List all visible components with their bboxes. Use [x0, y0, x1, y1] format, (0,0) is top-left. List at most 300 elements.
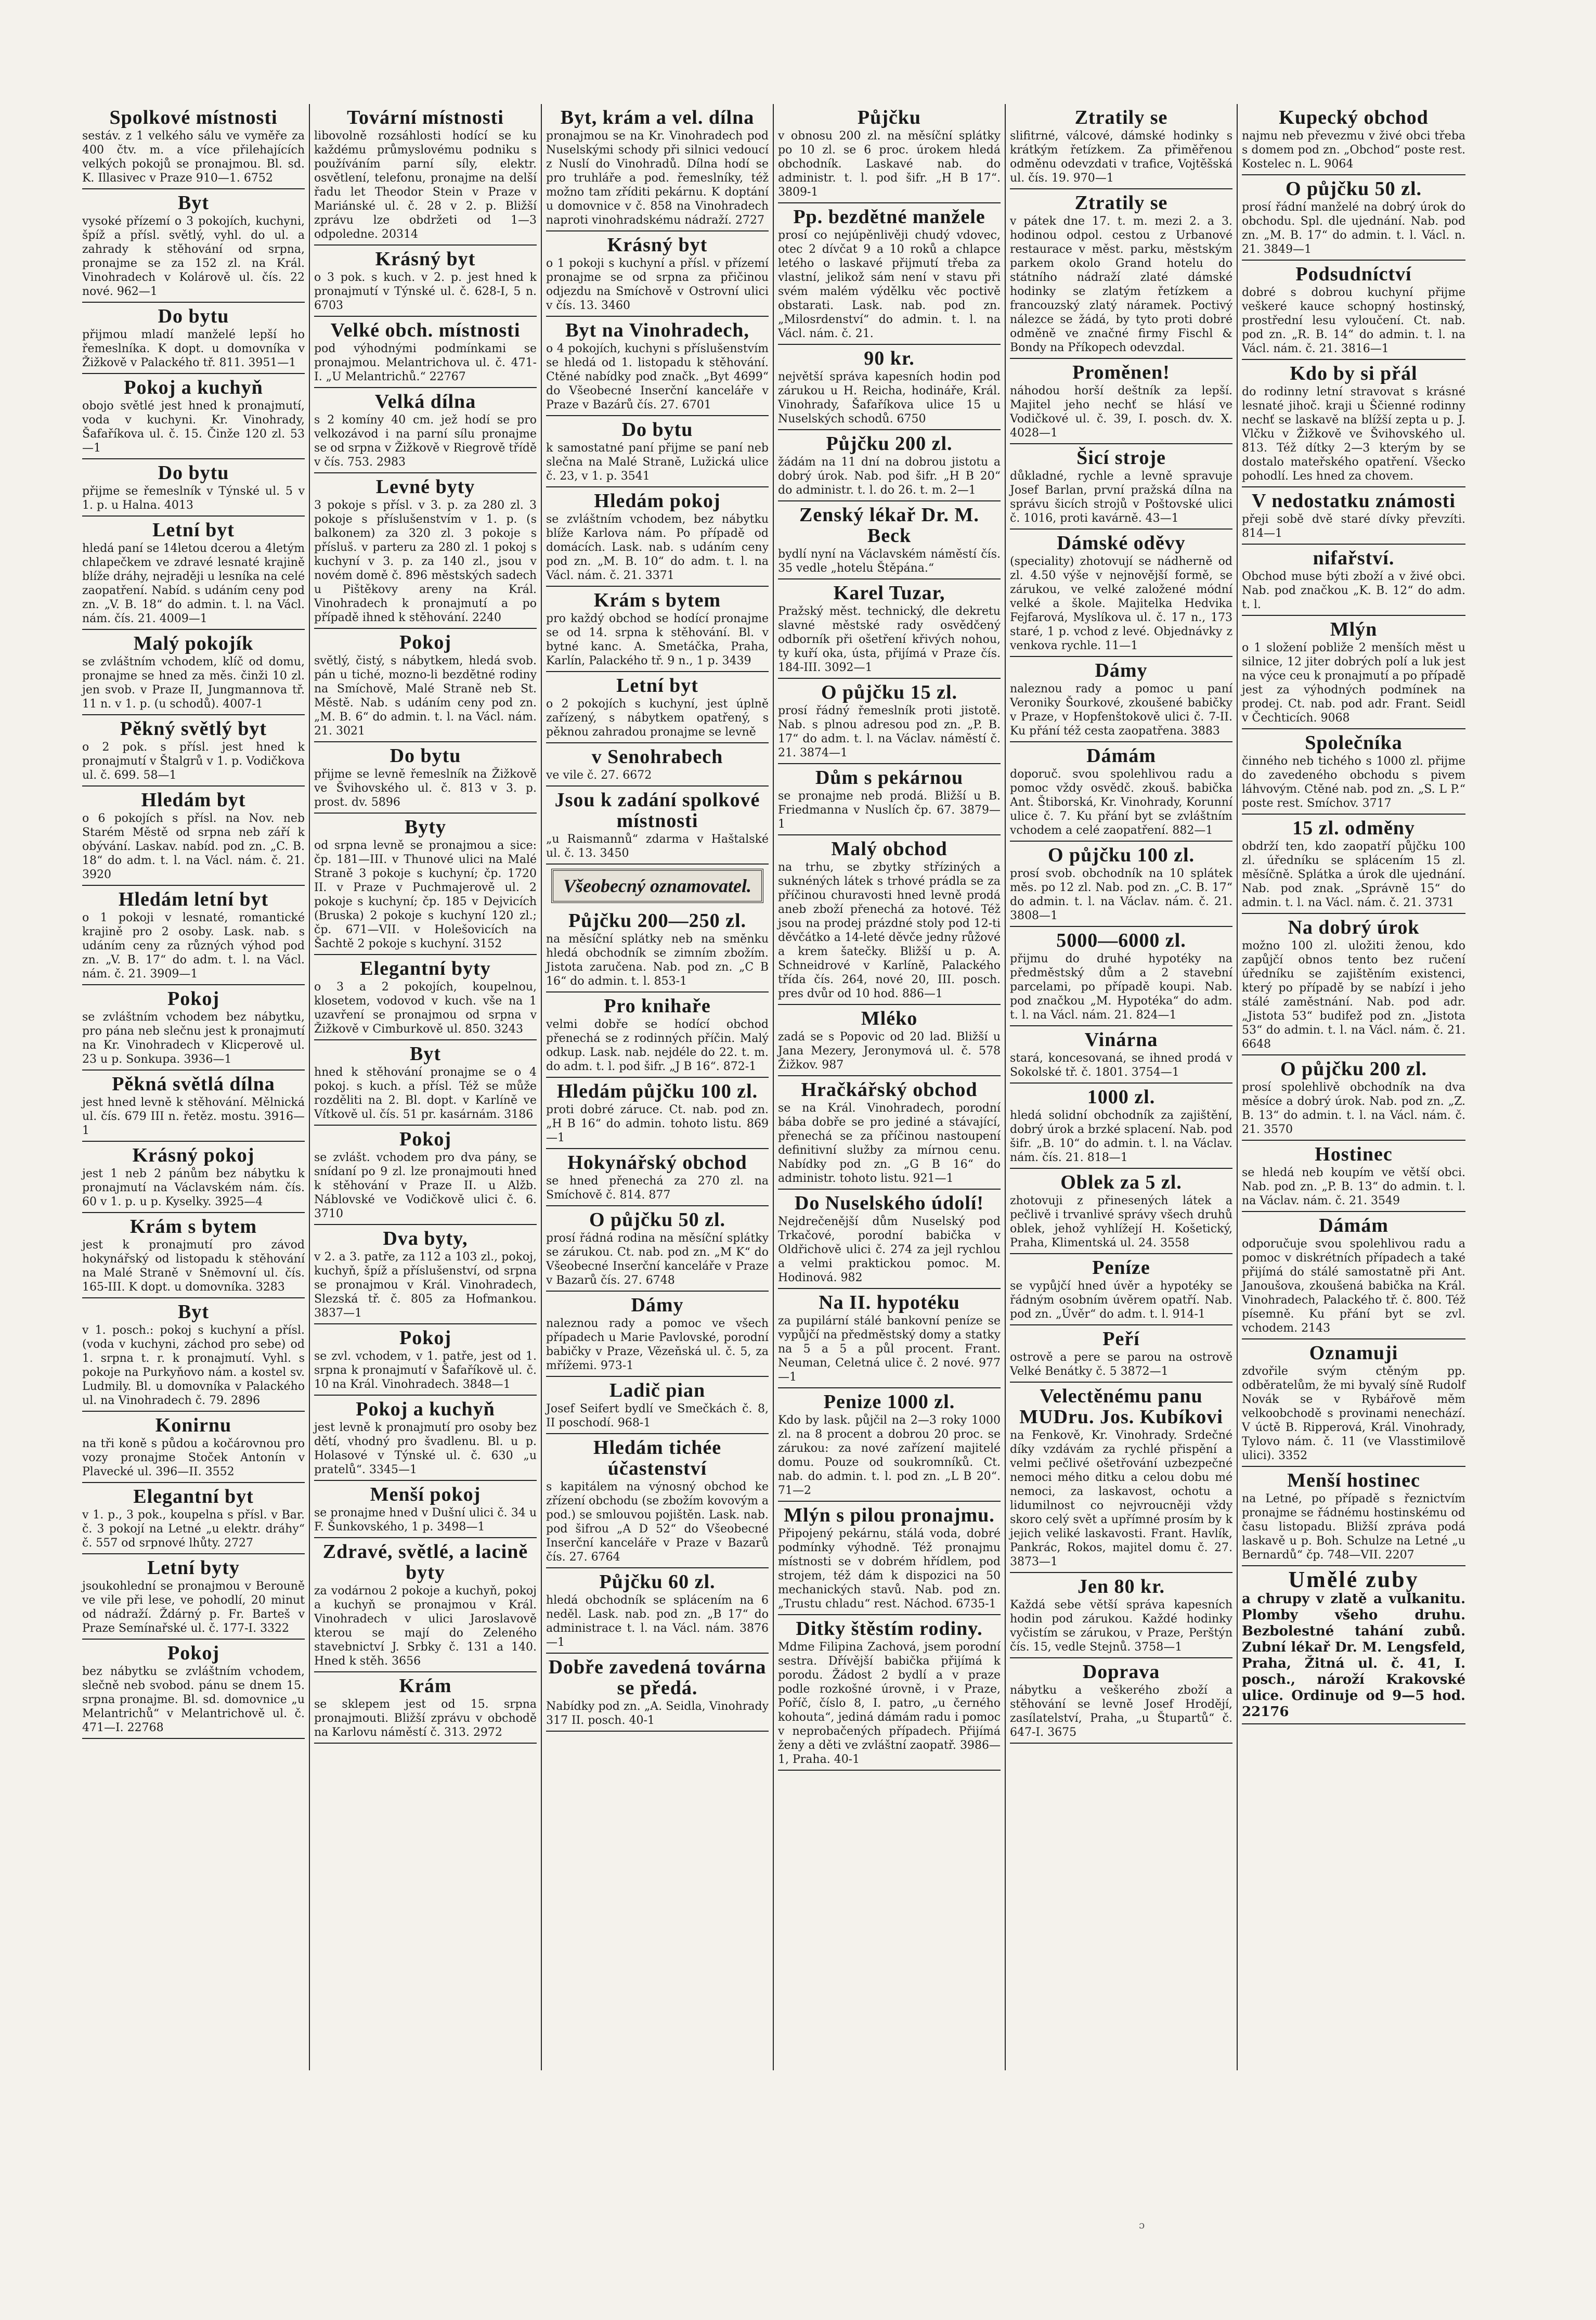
ad-headline: Pokoj: [167, 1642, 219, 1664]
classified-ad: [546, 231, 769, 317]
ad-headline: Společníka: [1305, 732, 1403, 754]
ad-headline: Dámské oděvy: [1057, 532, 1186, 554]
classified-ad: [546, 1377, 769, 1434]
ad-body: Nejdrečenější dům Nuselský pod Trkačové, porodní babička v Oldřichově ulici č. 274 za jejl rychlou a velmi praktickou pomoc. M. Hodinová. 982: [778, 1215, 1001, 1284]
ad-headline: Dámy: [1095, 660, 1148, 681]
ad-headline: Pěkná světlá dílna: [112, 1073, 275, 1095]
classified-ad: [1010, 530, 1232, 657]
classified-ad: [82, 630, 305, 715]
classified-ad: [546, 993, 769, 1078]
ad-headline: Dámám: [1086, 745, 1156, 767]
ad-headline: Letní byty: [147, 1557, 240, 1579]
classified-ad: [1010, 359, 1232, 444]
ad-headline: Hostinec: [1315, 1143, 1393, 1165]
ad-headline: Karel Tuzar,: [833, 582, 945, 604]
ad-body: o 2 pok. s přísl. jest hned k pronajmutí v Štalgrů v 1. p. Vodičkova ul. č. 699. 58—1: [82, 741, 305, 782]
page-mark: ɔ: [1139, 2219, 1145, 2231]
ad-headline: Ditky štěstím rodiny.: [796, 1618, 983, 1640]
ad-headline: v Senohrabech: [591, 746, 723, 768]
ad-body: pro každý obchod se hodící pronajme se od 14. srpna k stěhování. Bl. v bytné kanc. A. Smetáčka, Praha, Karlín, Palackého tř. 9 n., 1 p. 3439: [546, 612, 769, 667]
ad-body: o 4 pokojích, kuchyni s příslušenstvím se hledá od 1. listopadu k stěhování. Ctěné nabídky pod značk. „Byt 4699“ do Všeobecné Inserční kanceláře v Praze v Bazárů čís. 27. 6701: [546, 342, 769, 411]
classified-ad: [546, 1206, 769, 1292]
classified-ad: [1010, 444, 1232, 530]
ad-body: o 1 složení pobliže 2 menších měst u silnice, 12 jiter dobrých polí a luk jest na výce ceu k pronajmutí a po případě jest za výhodných podmínek na prodej. Ct. nab. pod adr. Frant. Seidl v Čechticích. 9068: [1242, 641, 1465, 725]
classified-ad: [1010, 189, 1232, 359]
ad-headline: Byt: [410, 1043, 441, 1065]
classified-ad: [546, 787, 769, 865]
classified-ad: [314, 1481, 537, 1538]
ad-body: odporučuje svou spolehlivou radu a pomoc v diskrétních případech a také přijímá do stálé samostatně při Ant. Janoušova, zkoušená babička na Král. Vinohradech, Palackého tř. č. 800. Též písemně. Ku přání byt se zvl. vchodem. 2143: [1242, 1238, 1465, 1335]
ad-headline: Peří: [1102, 1328, 1140, 1350]
ad-body: najmu neb převezmu v živé obci třeba s domem pod zn. „Obchod“ poste rest. Kostelec n. L. 9064: [1242, 130, 1465, 171]
classified-ad: [778, 679, 1001, 764]
ad-headline: Oznamuji: [1309, 1342, 1398, 1364]
ad-headline: Spolkové místnosti: [109, 107, 278, 128]
classified-ad: [1242, 1212, 1465, 1339]
ad-headline: Pokoj: [399, 1128, 451, 1150]
ad-headline: Kdo by si přál: [1290, 363, 1418, 384]
ad-body: se hledá neb koupím ve větší obci. Nab. pod zn. „P. B. 13“ do admin. t. l. na Václav. nám. č. 21. 3549: [1242, 1166, 1465, 1207]
ad-headline: Krásný byt: [607, 234, 708, 256]
classified-ad: [314, 1672, 537, 1744]
ad-body: zdvořile svým ctěným pp. odběratelům, že mi byvalý síně Rudolf Novák se v Rybářově měm velkoobchodě s provinami nenechází. V úctě B. Ripperová, Král. Vinohrady, Tylovo nám. č. 11 (ve Vlasstimilově ulici). 3352: [1242, 1365, 1465, 1462]
ad-headline: Jen 80 kr.: [1077, 1576, 1165, 1597]
ad-body: činného neb tichého s 1000 zl. přijme do zavedeného obchodu s pivem láhvovým. Ctěné nab. pod zn. „S. L P.“ poste rest. Smíchov. 3717: [1242, 755, 1465, 810]
classified-column-1: [78, 104, 310, 2070]
classified-ad: [1010, 1325, 1232, 1383]
classified-ad: [778, 1190, 1001, 1289]
ad-body: o 1 pokoji s kuchyní a přísl. v přízemí pronajme se od srpna za přičinou odjezdu na Smíchově v Ostrovní ulici v čís. 13. 3460: [546, 257, 769, 312]
classified-ad: [82, 303, 305, 374]
ad-headline: 90 kr.: [864, 347, 915, 369]
classified-ad: [778, 1502, 1001, 1615]
classified-ad: [1010, 657, 1232, 742]
ad-body: přijme se levně řemeslník na Žižkově ve Švihovského ul. č. 813 v 3. p. prost. dv. 5896: [314, 768, 537, 809]
ad-body: v 2. a 3. patře, za 112 a 103 zl., pokoj, kuchyň, špíž a příslušenství, od srpna se pronajmou v Král. Vinohradech, Slezská tř. č. 805 za Hofmankou. 3837—1: [314, 1251, 537, 1320]
ad-headline: Tovární místnosti: [347, 107, 504, 128]
classified-ad: [778, 764, 1001, 835]
ad-headline: Dva byty,: [383, 1228, 468, 1249]
ad-headline: Proměnen!: [1072, 362, 1170, 383]
ad-body: prosí řádný řemeslník proti jistotě. Nab. s plnou adresou pod zn. „P. B. 17“ do adm. t. l. na Václav. náměstí č. 21. 3874—1: [778, 704, 1001, 759]
ad-headline: Penize 1000 zl.: [823, 1391, 955, 1413]
classified-ad: [1242, 815, 1465, 914]
classified-ad: [1010, 1026, 1232, 1084]
classified-ad: [1242, 261, 1465, 360]
ad-headline: Dámy: [631, 1294, 684, 1316]
ad-headline: Na II. hypotéku: [819, 1292, 960, 1313]
classified-ad: [1010, 842, 1232, 927]
ad-headline: Peníze: [1092, 1257, 1150, 1279]
ad-body: naleznou rady a pomoc u paní Veroniky Šourkové, zkoušené babičky v Praze, v Hopfenštokově ulici č. 7-II. Ku přání též cesta zaopatřena. 3883: [1010, 682, 1232, 738]
ad-body: o 1 pokoji v lesnaté, romantické krajině pro 2 osoby. Lask. nab. s udáním ceny za různých výhod pod zn. „V. B. 17“ do adm. t. l. na Václ. nám. č. 21. 3909—1: [82, 911, 305, 981]
classified-ad: [546, 587, 769, 672]
ad-body: na trhu, se zbytky stříziných a suknéných látek s trhové prádla se za příčinou churavosti hned levně prodá aneb zboží přenechá za hotové. Též jsou na prodej prázdné stoly pod 12-ti děvčátko a 14-leté děvče jedny růžové a krem šatečky. Bližší u p. A. Schneidrové v Karlíně, Palackého třída čís. 264, nové 20, III. posch. pres dvůr od 10 hod. 886—1: [778, 861, 1001, 1000]
ad-body: na Fenkově, Kr. Vinohrady. Srdečné díky vzdávám za rychlé přispění a velmi pečlivé ošetřování uzbezpečné nemoci mého ditku a celou dobu mé nemoci, za laskavost, ochotu a lidumilnost co nejvroucněji vždy skoro celý svět a upřímné prosím by k jejich veliké laskavosti. Frant. Havlík, Pankrác, Rokos, majitel domu č. 27. 3873—1: [1010, 1429, 1232, 1568]
ad-body: za pupilární stálé bankovní peníze se vypůjčí na předměstský domy a statky na 5 a 5 a půl procent. Frant. Neuman, Celetná ulice č. 2 nové. 977—1: [778, 1314, 1001, 1384]
ad-body: sestáv. z 1 velkého sálu ve vyměře za 400 čtv. m. a více přilehajících velkých pokojů se pronajmou. Bl. sd. K. Illasivec v Praze 910—1. 6752: [82, 130, 305, 185]
ad-headline: 1000 zl.: [1087, 1086, 1156, 1108]
newspaper-page: [78, 104, 1472, 2070]
ad-headline: Doprava: [1082, 1661, 1160, 1683]
ad-body: s kapitálem na výnosný obchod ke zřízení obchodu (se zbožím kovovým a pod.) se smlouvou pojištěn. Lask. nab. pod šifrou „A D 52“ do Všeobecné Inserční kanceláře v Praze v Bazarů čís. 27. 6764: [546, 1480, 769, 1564]
ad-headline: Ztratily se: [1074, 192, 1168, 214]
classified-ad: [82, 1142, 305, 1213]
ad-headline: Hledám půjčku 100 zl.: [556, 1080, 758, 1102]
ad-body: v pátek dne 17. t. m. mezi 2. a 3. hodinou odpol. cestou z Urbanové restaurace v měst. parku, městským parkem okolo Grand hotelu do státního nádraží zlaté dámské hodinky se zlatým řetízkem a francouzský zlatý náramek. Poctivý nálezce se žádá, by tyto proti dobré odměně ve značné firmy Fischl & Bondy na Příkopech odevzdal.: [1010, 215, 1232, 354]
classified-ad: [778, 1388, 1001, 1502]
classified-ad: [82, 985, 305, 1071]
ad-headline: Mlýn: [1330, 618, 1378, 640]
ad-headline: Do bytu: [158, 462, 229, 484]
ad-headline: O půjčku 50 zl.: [589, 1209, 726, 1231]
ad-body: žádám na 11 dní na dobrou jistotu a dobrý úrok. Nab. pod šifr. „H B 20“ do administr. t. l. do 26. t. m. 2—1: [778, 456, 1001, 497]
classified-ad: [1010, 1383, 1232, 1573]
classified-ad: [1242, 1055, 1465, 1141]
ad-body: jest k pronajmutí pro závod hokynářský od listopadu k stěhování na Malé Straně v Sněmovní ul. čís. 165-III. K dopt. u domovníka. 3283: [82, 1239, 305, 1294]
ad-body: Obchod muse býti zboží a v živé obci. Nab. pod značkou „K. B. 12“ do adm. t. l.: [1242, 570, 1465, 611]
classified-ad: [778, 345, 1001, 430]
ad-body: hledá obchodník se splácením na 6 neděl. Lask. nab. pod zn. „B 17“ do administrace t. l. na Václ. nám. 3876—1: [546, 1594, 769, 1649]
ad-body: naleznou rady a pomoc ve všech případech u Marie Pavlovské, porodní babičky v Praze, Vězeňská ul. č. 5, za mřížemi. 973-1: [546, 1317, 769, 1372]
ad-body: proti dobré záruce. Ct. nab. pod zn. „H B 16“ do admin. tohoto listu. 869—1: [546, 1103, 769, 1144]
ad-headline: Jsou k zadání spolkové místnosti: [554, 789, 760, 832]
ad-body: se zvl. vchodem, v 1. patře, jest od 1. srpna k pronajmutí v Šafaříkově ul. č. 10 na Král. Vinohradech. 3848—1: [314, 1350, 537, 1391]
classified-ad: [82, 715, 305, 787]
classified-ad: [778, 1005, 1001, 1076]
ad-headline: Krásný pokoj: [132, 1144, 255, 1166]
ad-headline: Ztratily se: [1074, 107, 1168, 128]
classified-ad: [82, 1071, 305, 1142]
ad-body: bez nábytku se zvláštním vchodem, slečně neb svobod. pánu se dnem 15. srpna pronajme. Bl. sd. domovnice „u Melantrichů“ v Melantrichově ul. č. 471—I. 22768: [82, 1665, 305, 1734]
ad-body: Mdme Filipina Zachová, jsem porodní sestra. Dřívější babička přijímá k porodu. Žádost 2 bydlí a v praze podle rozkošné úrovně, i v Praze, Poříč, číslo 8, I. patro, „u černého kohouta“, jediná dámám radu i pomoc v neprobačených případech. Přijímá ženy a děti ve zvláštní zaopatř. 3986—1, Praha. 40-1: [778, 1641, 1001, 1766]
ad-headline: Pěkný světlý byt: [120, 718, 267, 740]
ad-body: se zvláštním vchodem bez nábytku, pro pána neb slečnu jest k pronajmutí na Kr. Vinohradech v Klicperově ul. 23 u p. Sonkupa. 3936—1: [82, 1011, 305, 1066]
ad-body: náhodou horší deštník za lepší. Majitel jeho nechť se hlásí ve Vodičkové ul. č. 39, I. posch. dv. X. 4028—1: [1010, 384, 1232, 440]
classified-ad: [314, 317, 537, 388]
ad-headline: Letní byt: [616, 675, 698, 697]
ad-body: se sklepem jest od 15. srpna pronajmouti. Bližší zprávu v obchodě na Karlovu náměstí č. 313. 2972: [314, 1698, 537, 1739]
ad-headline: Pp. bezdětné manžele: [793, 206, 985, 228]
ad-headline: Velké obch. místnosti: [330, 319, 521, 341]
ad-body: Kdo by lask. půjčil na 2—3 roky 1000 zl. na 8 procent a dobrou 20 proc. se zárukou: za nové zařízení majitelé domu. Pouze od soukromníků. Ct. nab. do admin. t. l. pod zn. „L B 20“. 71—2: [778, 1414, 1001, 1497]
classified-ad: [546, 1654, 769, 1732]
classified-ad: [314, 1538, 537, 1672]
classified-ad: [546, 416, 769, 487]
ad-body: Josef Seifert bydlí ve Smečkách č. 8, II poschodí. 968-1: [546, 1402, 769, 1429]
ad-body: se hned přenechá za 270 zl. na Smíchově č. 814. 877: [546, 1175, 769, 1202]
classified-ad: [546, 487, 769, 587]
ad-headline: Levné byty: [375, 476, 475, 498]
ad-headline: Půjčku 200 zl.: [826, 433, 953, 455]
ad-body: o 3 a 2 pokojích, koupelnou, klosetem, vodovod v kuch. vše na 1 uzavření se pronajmou od srpna v Žižkově v Cimburkově ul. 850. 3243: [314, 981, 537, 1036]
classified-column-6: [1238, 104, 1470, 2070]
ad-body: jest hned levně k stěhování. Mělnická ul. čís. 679 III n. řetěz. mostu. 3916—1: [82, 1096, 305, 1137]
ad-headline: Byt: [178, 192, 209, 214]
classified-ad: [778, 1076, 1001, 1190]
classified-ad: [546, 104, 769, 231]
ad-body: za vodárnou 2 pokoje a kuchyň, pokoj a kuchyň se pronajmou v Král. Vinohradech v ulici Jaroslavově kterou se mají do Zeleného stavebnictví J. Srbky č. 131 a 140. Hned k stěh. 3656: [314, 1584, 537, 1668]
classified-ad: [314, 388, 537, 473]
ad-headline: Půjčku 200—250 zl.: [568, 910, 747, 932]
ad-body: hned k stěhování pronajme se o 4 pokoj. s kuch. a přísl. Též se může rozděliti na 2. Bl. dopt. v Karlíně ve Vítkově ul. čís. 51 pr. kasárnám. 3186: [314, 1066, 537, 1121]
ad-headline: Do Nuselského údolí!: [794, 1192, 984, 1214]
ad-headline: Ladič pian: [609, 1380, 706, 1401]
ad-headline: Krám: [399, 1675, 452, 1697]
ad-body: o 3 pok. s kuch. v 2. p. jest hned k pronajmutí v Týnské ul. č. 628-I, 5 n. 6703: [314, 271, 537, 312]
classified-ad: [546, 317, 769, 416]
ad-body: se na Král. Vinohradech, porodní bába dobře se pro jediné a stávající, přenechá se za příčinou nastoupení definitivní služby za mírnou cenu. Nabídky pod zn. „G B 16“ do administr. tohoto listu. 921—1: [778, 1102, 1001, 1185]
classified-ad: [82, 374, 305, 459]
classified-ad: [314, 629, 537, 742]
ad-headline: Půjčku: [857, 107, 922, 128]
classified-ad: [1010, 104, 1232, 189]
classified-ad: [546, 672, 769, 743]
ad-body: ve vile č. 27. 6672: [546, 769, 652, 782]
ad-headline: Menší hostinec: [1287, 1470, 1420, 1491]
ad-headline: Konirnu: [155, 1414, 232, 1436]
ad-headline: 5000—6000 zl.: [1056, 930, 1186, 951]
section-banner: Všeobecný oznamovatel.: [551, 869, 763, 903]
ad-headline: Podsudníctví: [1295, 263, 1412, 285]
ad-body: na Letné, po případě s řeznictvím pronajme se řádnému hostinskému od času listopadu. Bližší zpráva podá laskavě u p. Boh. Schulze na Letné „u Bernardů“ čp. 748—VII. 2207: [1242, 1492, 1465, 1562]
ad-body: důkladné, rychle a levně spravuje Josef Barlan, první pražská dílna na správu šicích strojů v Poštovské ulici č. 1016, proti kavárně. 43—1: [1010, 470, 1232, 525]
ad-headline: Umělé zuby: [1288, 1567, 1419, 1592]
classified-ad: [314, 742, 537, 814]
ad-headline: Velectěnému panu MUDru. Jos. Kubíkovi: [1019, 1385, 1223, 1428]
ad-headline: Mlýn s pilou pronajmu.: [784, 1504, 995, 1526]
classified-ad: [1242, 729, 1465, 815]
ad-headline: nifařství.: [1313, 547, 1395, 569]
classified-ad: [1010, 1169, 1232, 1254]
ad-body: od srpna levně se pronajmou a sice: čp. 181—III. v Thunové ulici na Malé Straně 3 pokoje s kuchyní; čp. 1720 II. v Praze v Puchmajerově ul. 2 pokoje s kuchyní; čp. 185 v Dejvicích (Bruska) 2 pokoje s kuchyní 120 zl.; čp. 671—VII. v Holešovicích na Šachtě 2 pokoje s kuchyní. 3152: [314, 839, 537, 950]
ad-headline: Do bytu: [621, 419, 693, 441]
ad-headline: Pokoj a kuchyň: [356, 1398, 495, 1420]
ad-body: „u Raismannů“ zdarma v Haštalské ul. č. 13. 3450: [546, 833, 769, 860]
ad-body: Každá sebe větší správa kapesních hodin pod zárukou. Každé hodinky vyčistím se zárukou, v Praze, Perštýn čís. 15, vedle Stejnů. 3758—1: [1010, 1599, 1232, 1654]
ad-headline: O půjčku 100 zl.: [1047, 844, 1195, 866]
ad-body: se vypůjčí hned úvěr a hypotéky se řádným osobním úvěrem opatří. Nab. pod zn. „Úvěr“ do adm. t. l. 914-1: [1010, 1280, 1232, 1321]
classified-ad: [314, 1225, 537, 1324]
classified-ad: [546, 907, 769, 993]
classified-ad: [1242, 1566, 1465, 1724]
ad-headline: Letní byt: [152, 519, 235, 541]
classified-ad: [82, 1412, 305, 1483]
ad-body: obojo světlé jest hned k pronajmutí, voda v kuchyni. Kr. Vinohrady, Šafaříkova ul. č. 15. Činže 120 zl. 53—1: [82, 399, 305, 455]
ad-body: světlý, čistý, s nábytkem, hledá svob. pán u tiché, mozno-li bezdětné rodiny na Smíchově, Malé Straně neb St. Městě. Nab. s udáním ceny pod zn. „M. B. 6“ do admin. t. l. na Václ. nám. 21. 3021: [314, 654, 537, 738]
classified-ad: [778, 1289, 1001, 1388]
ad-headline: Na dobrý úrok: [1288, 917, 1420, 938]
ad-body: ostrově a pere se parou na ostrově Velké Benátky č. 5 3872—1: [1010, 1351, 1232, 1378]
classified-ad: [82, 787, 305, 886]
ad-headline: Hledám letní byt: [118, 888, 269, 910]
classified-ad: [314, 814, 537, 955]
ad-body: prosí svob. obchodník na 10 splátek měs. po 12 zl. Nab. pod zn. „C. B. 17“ do admin. t. l. na Václav. nám. č. 21. 3808—1: [1010, 867, 1232, 922]
ad-headline: O půjčku 50 zl.: [1285, 178, 1422, 200]
classified-ad: [778, 835, 1001, 1005]
ad-body: o 6 pokojích s přísl. na Nov. neb Starém Městě od srpna neb září k obývání. Laskav. nabíd. pod zn. „C. B. 18“ do adm. t. l. na Václ. nám. č. 21. 3920: [82, 812, 305, 881]
ad-headline: Elegantní byty: [360, 958, 491, 979]
ad-headline: Pokoj: [167, 988, 219, 1010]
classified-ad: [546, 743, 769, 787]
ad-headline: Krásný byt: [375, 248, 476, 270]
ad-headline: Krám s bytem: [593, 589, 721, 611]
ad-body: přijmou mladí manželé lepší ho řemeslníka. K dopt. u domovníka v Žižkově v Palackého tř. 811. 3951—1: [82, 328, 305, 369]
classified-ad: [1242, 487, 1465, 545]
classified-ad: [314, 246, 537, 317]
ad-headline: Oblek za 5 zl.: [1060, 1171, 1182, 1193]
ad-body: v 1. posch.: pokoj s kuchyní a přísl. (voda v kuchyni, záchod pro sebe) od 1. srpna t. r. k pronajmutí. Vyhl. s pokoje na Purkyňovo nám. a kostel sv. Ludmily. Bl. u domovníka v Palackého ul. na Vinohradech č. 79. 2896: [82, 1324, 305, 1407]
classified-ad: [1010, 1254, 1232, 1325]
ad-headline: Velká dílna: [374, 391, 476, 413]
ad-body: 3 pokoje s přísl. v 3. p. za 280 zl. 3 pokoje s příslušenstvím v 1. p. (s balkonem) za 320 zl. 3 pokoje s přísluš. v parteru za 280 zl. 1 pokoj s kuchyní v 3. p. za 140 zl., jsou v novém domě č. 896 městských sadech u Pištěkovy areny na Král. Vinohradech k pronajmutí a po případě ihned k stěhování. 2240: [314, 499, 537, 624]
ad-body: doporuč. svou spolehlivou radu a pomoc vždy osvědč. zkouš. babička Ant. Štiborská, Kr. Vinohrady, Korunní ulice č. 7. Ku přání byt se zvláštním vchodem a celé zaopatření. 882—1: [1010, 768, 1232, 837]
ad-body: jest levně k pronajmutí pro osoby bez dětí, vhodný pro švadlenu. Bl. u p. Holasové v Týnské ul. č. 630 „u pratelů“. 3345—1: [314, 1421, 537, 1476]
ad-body: o 2 pokojích s kuchyní, jest úplně zařízený, s nábytkem opatřený, s pěknou zahradou pronajme se levně: [546, 698, 769, 739]
ad-body: vysoké přízemí o 3 pokojích, kuchyni, špíž a přísl. světlý, vyhl. do ul. a zahrady k stěhování od srpna, pronajme se za 152 zl. na Král. Vinohradech v Kolárově ul. čís. 22 nové. 962—1: [82, 215, 305, 298]
ad-headline: Hledám pokoj: [594, 490, 721, 512]
ad-headline: Byt na Vinohradech,: [565, 319, 749, 341]
ad-body: prosí co nejúpěnlivěji chudý vdovec, otec 2 dívčat 9 a 10 roků a chlapce letého o laskavé přijmutí třeba za vlastní, jelikož sám není v stavu při svém malém výdělku věc poctivě obstarati. Lask. nab. pod zn. „Milosrdenství“ do admin. t. l. na Václ. nám. č. 21.: [778, 229, 1001, 340]
ad-body: přijmu do druhé hypotéky na předměstský dům a 2 stavební parcelami, po případě koupi. Nab. pod značkou „M. Hypotéka“ do adm. t. l. na Václ. nám. 21. 824—1: [1010, 952, 1232, 1022]
ad-headline: Pokoj: [399, 1327, 451, 1349]
classified-ad: [778, 203, 1001, 345]
ad-body: k samostatné paní přijme se paní neb slečna na Malé Straně, Lužická ulice č. 23, v 1. p. 3541: [546, 442, 769, 483]
ad-headline: Pokoj a kuchyň: [124, 377, 263, 398]
ad-body: se pronajme hned v Dušní ulici č. 34 u F. Šunkovského, 1 p. 3498—1: [314, 1506, 537, 1533]
ad-body: se zvláštním vchodem, klíč od domu, pronajme se hned za měs. činži 10 zl. jen svob. v Praze II, Jungmannova tř. 11 n. v 1. p. (u schodů). 4007-1: [82, 655, 305, 711]
classified-ad: [778, 579, 1001, 679]
classified-ad: [1010, 742, 1232, 842]
classified-ad: [546, 1292, 769, 1377]
ad-body: na tři koně s půdou a kočárovnou pro vozy pronajme Stoček Antonín v Plavecké ul. 396—II. 3552: [82, 1437, 305, 1478]
ad-headline: 15 zl. odměny: [1292, 817, 1415, 839]
ad-headline: Zdravé, světlé, a lacině byty: [322, 1541, 528, 1583]
ad-headline: Byt, krám a vel. dílna: [560, 107, 755, 128]
ad-body: se zvláštním vchodem, bez nábytku blíže Karlova nám. Po případě od domácích. Lask. nab. s udáním ceny pod zn. „M. B. 10“ do adm. t. l. na Václ. nám. č. 21. 3371: [546, 513, 769, 582]
ad-headline: Do bytu: [390, 745, 461, 767]
classified-ad: [314, 955, 537, 1040]
classified-ad: [1242, 545, 1465, 616]
ad-headline: Hokynářský obchod: [567, 1152, 747, 1174]
ad-body: hledá paní se 14letou dcerou a 4letým chlapečkem ve zdravé lesnaté krajině blíže dráhy, nejraději u lesníka na celé zaopatření. Nabíd. s udáním ceny pod zn. „V. B. 18“ do admin. t. l. na Václ. nám. čís. 21. 4009—1: [82, 542, 305, 625]
ad-body: slifitrné, válcové, dámské hodinky s krátkým řetízkem. Za přiměřenou odměnu odevzdati v trafice, Vojtěšská ul. čís. 19. 970—1: [1010, 130, 1232, 185]
ad-body: prosí řádná rodina na měsíční splátky se zárukou. Ct. nab. pod zn. „M K“ do Všeobecné Inserční kanceláře v Praze v Bazarů čís. 27. 6748: [546, 1232, 769, 1287]
classified-ad: [546, 1078, 769, 1149]
ad-headline: Pro knihaře: [604, 995, 711, 1017]
ad-body: se pronajme neb prodá. Bližší u B. Friedmanna v Nuslích čp. 67. 3879—1: [778, 790, 1001, 831]
ad-headline: Krám s bytem: [129, 1216, 257, 1238]
ad-headline: V nedostatku známosti: [1252, 490, 1456, 512]
classified-ad: [778, 104, 1001, 203]
classified-ad: [1242, 175, 1465, 261]
ad-body: do rodinny letní stravovat s krásné lesnaté jihoč. kraji u Ščienné rodinny nechť se laskavě na blížší zepta u p. J. Vlčku v Žižkově ve Švihovského ul. 813. Též dítky 2—3 kterým by se dostalo mateřského opatření. Všecko pohodlí. Les hned za chovem.: [1242, 385, 1465, 483]
ad-body: jsoukohlední se pronajmou v Berouně ve vile při lese, ve pohodlí, 20 minut od nádraží. Ždárný p. Fr. Barteš v Praze Semínařské ul. č. 177-I. 3322: [82, 1580, 305, 1635]
ad-headline: Dům s pekárnou: [815, 767, 964, 789]
ad-body: zhotovuji z přinesených látek a pečlivě i trvanlivé správy všech druhů oblek, jehož vyhlížejí H. Košetický, Praha, Klimentská ul. 24. 3558: [1010, 1194, 1232, 1249]
ad-headline: Půjčku 60 zl.: [599, 1571, 716, 1593]
ad-headline: Menší pokoj: [370, 1484, 481, 1505]
ad-headline: Kupecký obchod: [1279, 107, 1429, 128]
ad-body: hledá solidní obchodník za zajištění, dobrý úrok a brzké splacení. Nab. pod šifr. „B. 10“ do admin. t. l. na Václav. nám. čís. 21. 818—1: [1010, 1109, 1232, 1164]
ad-body: pronajmou se na Kr. Vinohradech pod Nuselskými schody při silnici vedoucí z Nuslí do Vinohradů. Dílna hodí se pro truhláře a pod. řemeslníky, též možno tam zříditi pekárnu. K doptání u domovnice v č. 858 na Vinohradech naproti vinohradskému nádraží. 2727: [546, 130, 769, 227]
ad-body: velmi dobře se hodící obchod přenechá se z rodinných příčin. Malý odkup. Lask. nab. nejdéle do 22. t. m. do adm. t. l. pod šifr. „J B 16“. 872-1: [546, 1018, 769, 1073]
ad-body: bydlí nyní na Václavském náměstí čís. 35 vedle „hotelu Štěpána.“: [778, 548, 1001, 575]
classified-ad: [82, 517, 305, 630]
ad-body: Pražský měst. technický, dle dekretu slavné městské rady osvědčený odborník při ošetření křivých nohou, ty kuří oka, ústa, přijímá v Praze čís. 184-III. 3092—1: [778, 605, 1001, 674]
classified-ad: [82, 1554, 305, 1640]
ad-headline: Hledám byt: [141, 789, 246, 811]
classified-ad: [546, 1434, 769, 1568]
classified-ad: [82, 1483, 305, 1554]
ad-body: prosí spolehlivě obchodník na dva měsíce a dobrý úrok. Nab. pod zn. „Z. B. 13“ do admin. t. l. na Václ. nám. č. 21. 3570: [1242, 1081, 1465, 1136]
classified-ad: [778, 430, 1001, 501]
ad-body: zadá se s Popovic od 20 lad. Bližší u Jana Mezery, Jeronymová ul. č. 578 Žižkov. 987: [778, 1030, 1001, 1072]
ad-body: na měsíční splátky neb na směnku hledá obchodník se zimním zbožím. Jistota zaručena. Nab. pod zn. „C B 16“ do admin. t. l. 853-1: [546, 933, 769, 988]
classified-ad: [1010, 1658, 1232, 1744]
classified-ad: [1242, 1339, 1465, 1467]
ad-headline: Pokoj: [399, 631, 451, 653]
ad-body: se zvlášt. vchodem pro dva pány, se snídaní po 9 zl. lze pronajmouti hned k stěhování v Praze II. u Alžb. Náblovské ve Vodičkově ulici č. 6. 3710: [314, 1151, 537, 1220]
classified-ad: [314, 1396, 537, 1481]
classified-ad: [314, 1126, 537, 1225]
classified-ad: [82, 459, 305, 517]
ad-headline: Zenský lékař Dr. M. Beck: [799, 504, 979, 547]
ad-body: obdrží ten, kdo zaopatří půjčku 100 zl. úředníku se splácením 15 zl. měsíčně. Splátka a úrok dle ujednání. Nab. pod znak. „Správně 15“ do admin. t. l. na Václ. nám. č. 21. 3731: [1242, 840, 1465, 909]
classified-ad: [1242, 914, 1465, 1055]
ad-headline: Vinárna: [1084, 1029, 1158, 1051]
classified-ad: [82, 1298, 305, 1412]
ad-headline: O půjčku 200 zl.: [1280, 1058, 1428, 1080]
classified-ad: [314, 1040, 537, 1126]
ad-body: a chrupy v zlatě a vulkanitu. Plomby všeho druhu. Bezbolestné tahání zubů. Zubní lékař Dr. M. Lengsfeld, Praha, Žitná ul. č. 41, I. posch., nároží Krakovské ulice. Ordinuje od 9—5 hod. 22176: [1242, 1591, 1465, 1720]
ad-body: v obnosu 200 zl. na měsíční splátky po 10 zl. se 6 proc. úrokem hledá obchodník. Laskavé nab. do administr. t. l. pod šifr. „H B 17“. 3809-1: [778, 130, 1001, 199]
classified-ad: [1010, 1084, 1232, 1169]
ad-headline: Dámám: [1319, 1215, 1389, 1236]
classified-ad: [546, 1568, 769, 1654]
classified-ad: [778, 501, 1001, 579]
classified-ad: [1242, 360, 1465, 487]
ad-headline: Mléko: [861, 1008, 918, 1029]
classified-column-5: [1006, 104, 1238, 2070]
ad-body: prosí řádní manželé na dobrý úrok do obchodu. Spl. dle ujednání. Nab. pod zn. „M. B. 17“ do admin. t. l. Václ. n. 21. 3849—1: [1242, 201, 1465, 256]
classified-ad: [1242, 104, 1465, 175]
classified-ad: [778, 1615, 1001, 1771]
ad-body: největší správa kapesních hodin pod zárukou u H. Reicha, hodináře, Král. Vinohrady, Šafaříkova ulice 15 u Nuselských schodů. 6750: [778, 370, 1001, 426]
classified-ad: [82, 886, 305, 985]
ad-body: stará, koncesovaná, se ihned prodá v Sokolské tř. č. 1801. 3754—1: [1010, 1052, 1232, 1079]
ad-body: přijme se řemeslník v Týnské ul. 5 v 1. p. u Halna. 4013: [82, 485, 305, 512]
ad-body: nábytku a veškerého zboží a stěhování se levně Josef Hrodějí, zasílatelství, Praha, „u Štupartů“ č. 647-I. 3675: [1010, 1684, 1232, 1739]
classified-ad: [1242, 1467, 1465, 1566]
classified-ad: [82, 189, 305, 303]
classified-column-2: [310, 104, 542, 2070]
ad-body: v 1. p., 3 pok., koupelna s přísl. v Bar. č. 3 pokojí na Letné „u elektr. dráhy“ č. 557 od srpnové lhůty. 2727: [82, 1509, 305, 1550]
classified-ad: [1010, 1573, 1232, 1658]
ad-body: Nabídky pod zn. „A. Seidla, Vinohrady 317 II. posch. 40-1: [546, 1700, 769, 1727]
classified-ad: [82, 1213, 305, 1298]
ad-body: dobré s dobrou kuchyní přijme veškeré kauce schopný hostinský, prostřední lesu vyloučení. Ct. nab. pod zn. „R. B. 14“ do admin. t. l. na Václ. nám. č. 21. 3816—1: [1242, 286, 1465, 355]
classified-ad: [82, 104, 305, 189]
classified-column-3: [542, 104, 774, 2070]
classified-ad: [1242, 1141, 1465, 1212]
classified-ad: [314, 473, 537, 629]
ad-body: (speciality) zhotovují se nádherně od zl. 4.50 výše v nejnovější formě, se zárukou, ve velké založené módní velké a škole. Majitelka Hedvika Fejfarová, Myslíkova ul. č. 17 n., 173 staré, 1 p. vchod z levé. Objednávky z venkova rychle. 11—1: [1010, 555, 1232, 652]
ad-body: Připojený pekárnu, stálá voda, dobré podmínky výhodně. Též pronajmu místnosti se v dobrém hřídlem, pod strojem, též dám k dispozici na 50 mechanických stavů. Nab. pod zn. „Trustu chladu“ rest. Náchod. 6735-1: [778, 1527, 1001, 1610]
ad-body: pod výhodnými podmínkami se pronajmou. Melantrichova ul. č. 471-I. „U Melantrichů.“ 22767: [314, 342, 537, 383]
ad-body: libovolně rozsáhlosti hodící se ku každému průmyslovému podniku s používáním parní síly, elektr. osvětlení, telefonu, pronajme na delší řadu let Theodor Stein v Praze v Mariánské ul. č. 28 v 2. p. Bližší zprávu lze obdržeti od 1—3 odpoledne. 20314: [314, 130, 537, 241]
classified-ad: [1010, 927, 1232, 1026]
